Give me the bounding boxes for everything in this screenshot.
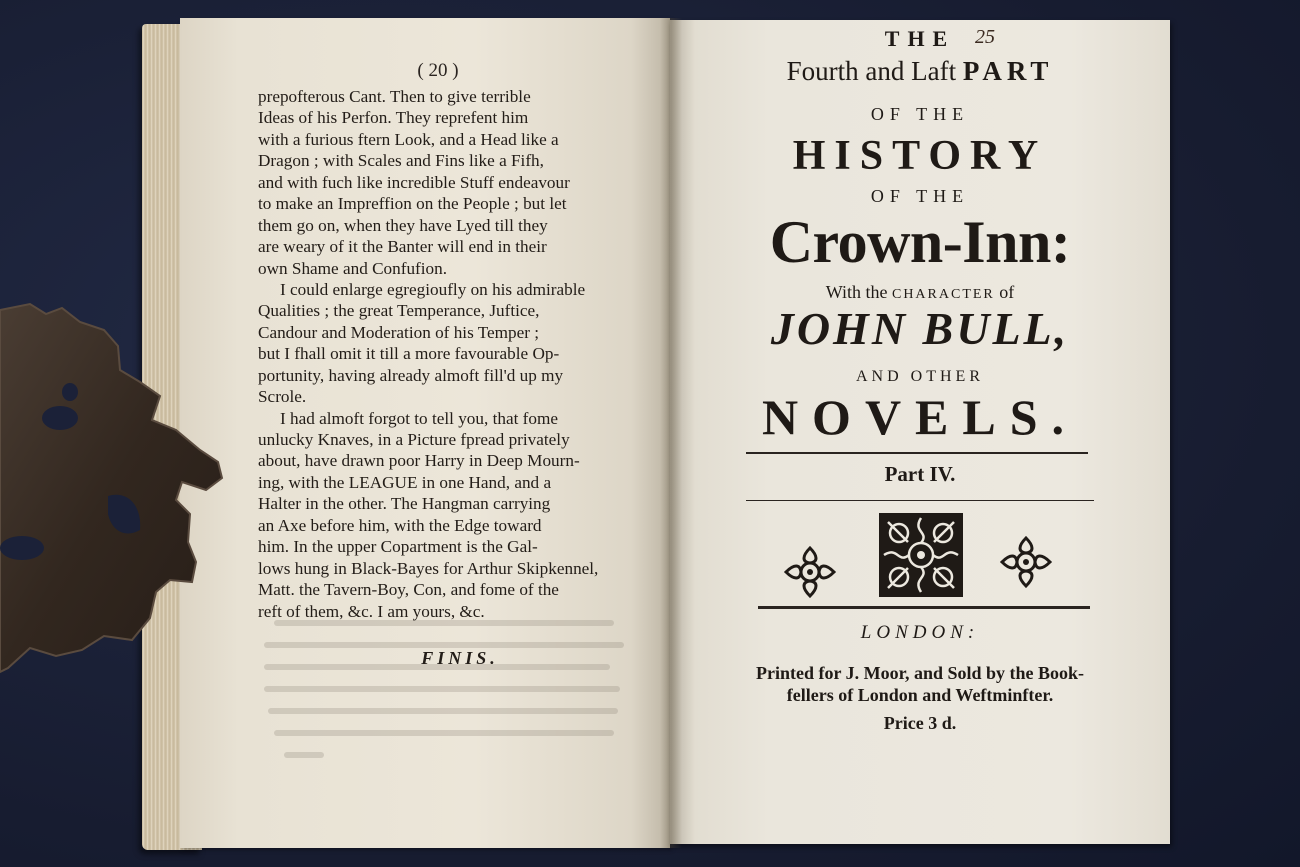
text-line: them go on, when they have Lyed till they <box>258 215 548 235</box>
metal-bookmark-icon <box>0 300 230 680</box>
text-line: him. In the upper Copartment is the Gal- <box>258 537 538 557</box>
of-text: of <box>994 282 1015 302</box>
text-line: portunity, having already almoft fill'd up my <box>258 365 564 385</box>
ornament-right-icon <box>998 534 1054 590</box>
text-line: own Shame and Confufion. <box>258 258 448 278</box>
text-line: I could enlarge egregioufly on his admirable <box>280 279 586 299</box>
text-line: Candour and Moderation of his Temper ; <box>258 322 540 342</box>
rule-top <box>746 452 1088 454</box>
text-line: about, have drawn poor Harry in Deep Mourn- <box>258 451 580 471</box>
imprint-printed <box>680 662 1160 706</box>
show-through-lines <box>244 612 624 762</box>
text-line: and with fuch like incredible Stuff endeavour <box>258 172 570 192</box>
text-line: reft of them, &c. I am yours, &c. <box>258 601 485 621</box>
title-fourth-text: Fourth and Laft <box>786 56 963 86</box>
text-line: prepofterous Cant. Then to give terrible <box>258 87 531 106</box>
title-the: THE <box>884 26 956 51</box>
left-page-number: ( 20 ) <box>417 60 459 81</box>
text-line: unlucky Knaves, in a Picture fpread privately <box>258 430 570 449</box>
text-line: an Axe before him, with the Edge toward <box>258 515 542 535</box>
title-john-bull: JOHN BULL, <box>770 303 1070 354</box>
with-text: With the <box>825 282 892 302</box>
title-part-word: PART <box>962 56 1054 86</box>
character-word: CHARACTER <box>891 287 995 302</box>
text-line: with a furious ftern Look, and a Head like a <box>258 129 559 149</box>
right-page-number: 25 <box>975 26 995 48</box>
title-history: HISTORY <box>792 133 1048 179</box>
title-novels: NOVELS. <box>761 389 1079 445</box>
title-part-number: Part IV. <box>884 462 956 486</box>
text-line: lows hung in Black-Bayes for Arthur Skipkennel, <box>258 558 599 578</box>
title-with-character <box>680 282 1160 303</box>
text-line: ing, with the LEAGUE in one Hand, and a <box>258 472 552 492</box>
text-line: Scrole. <box>258 387 307 407</box>
ornament-left-icon <box>782 544 838 600</box>
text-line: I had almoft forgot to tell you, that fome <box>280 408 558 428</box>
imprint-line-1: Printed for J. Moor, and Sold by the Book- <box>755 663 1085 683</box>
rule-bottom <box>758 606 1090 609</box>
text-line: but I fhall omit it till a more favourable Op- <box>258 344 560 364</box>
title-fourth-part <box>680 56 1160 87</box>
rule-middle <box>746 500 1094 501</box>
text-line: Halter in the other. The Hangman carrying <box>258 494 551 514</box>
text-line: Qualities ; the great Temperance, Juftice, <box>258 301 540 321</box>
imprint-london: LONDON: <box>860 622 980 643</box>
title-and-other: AND OTHER <box>856 368 984 385</box>
text-line: are weary of it the Banter will end in their <box>258 237 547 257</box>
show-through-texture <box>244 612 624 768</box>
title-of-the-1: OF THE <box>870 104 970 124</box>
text-line: Dragon ; with Scales and Fins like a Fifh, <box>258 151 544 171</box>
imprint-price: Price 3 d. <box>883 713 957 733</box>
text-line: Ideas of his Perfon. They reprefent him <box>258 108 529 128</box>
title-of-the-2: OF THE <box>870 186 970 206</box>
book-gutter <box>660 18 682 848</box>
text-line: to make an Impreffion on the People ; but let <box>258 194 567 214</box>
imprint-line-2: fellers of London and Weftminfter. <box>786 685 1054 705</box>
ornament-center-icon <box>878 512 964 598</box>
title-crown-inn: Crown-Inn: <box>769 209 1071 275</box>
left-page-text <box>258 86 624 622</box>
finis-label: FINIS. <box>421 648 499 668</box>
text-line: Matt. the Tavern-Boy, Con, and fome of the <box>258 580 559 600</box>
